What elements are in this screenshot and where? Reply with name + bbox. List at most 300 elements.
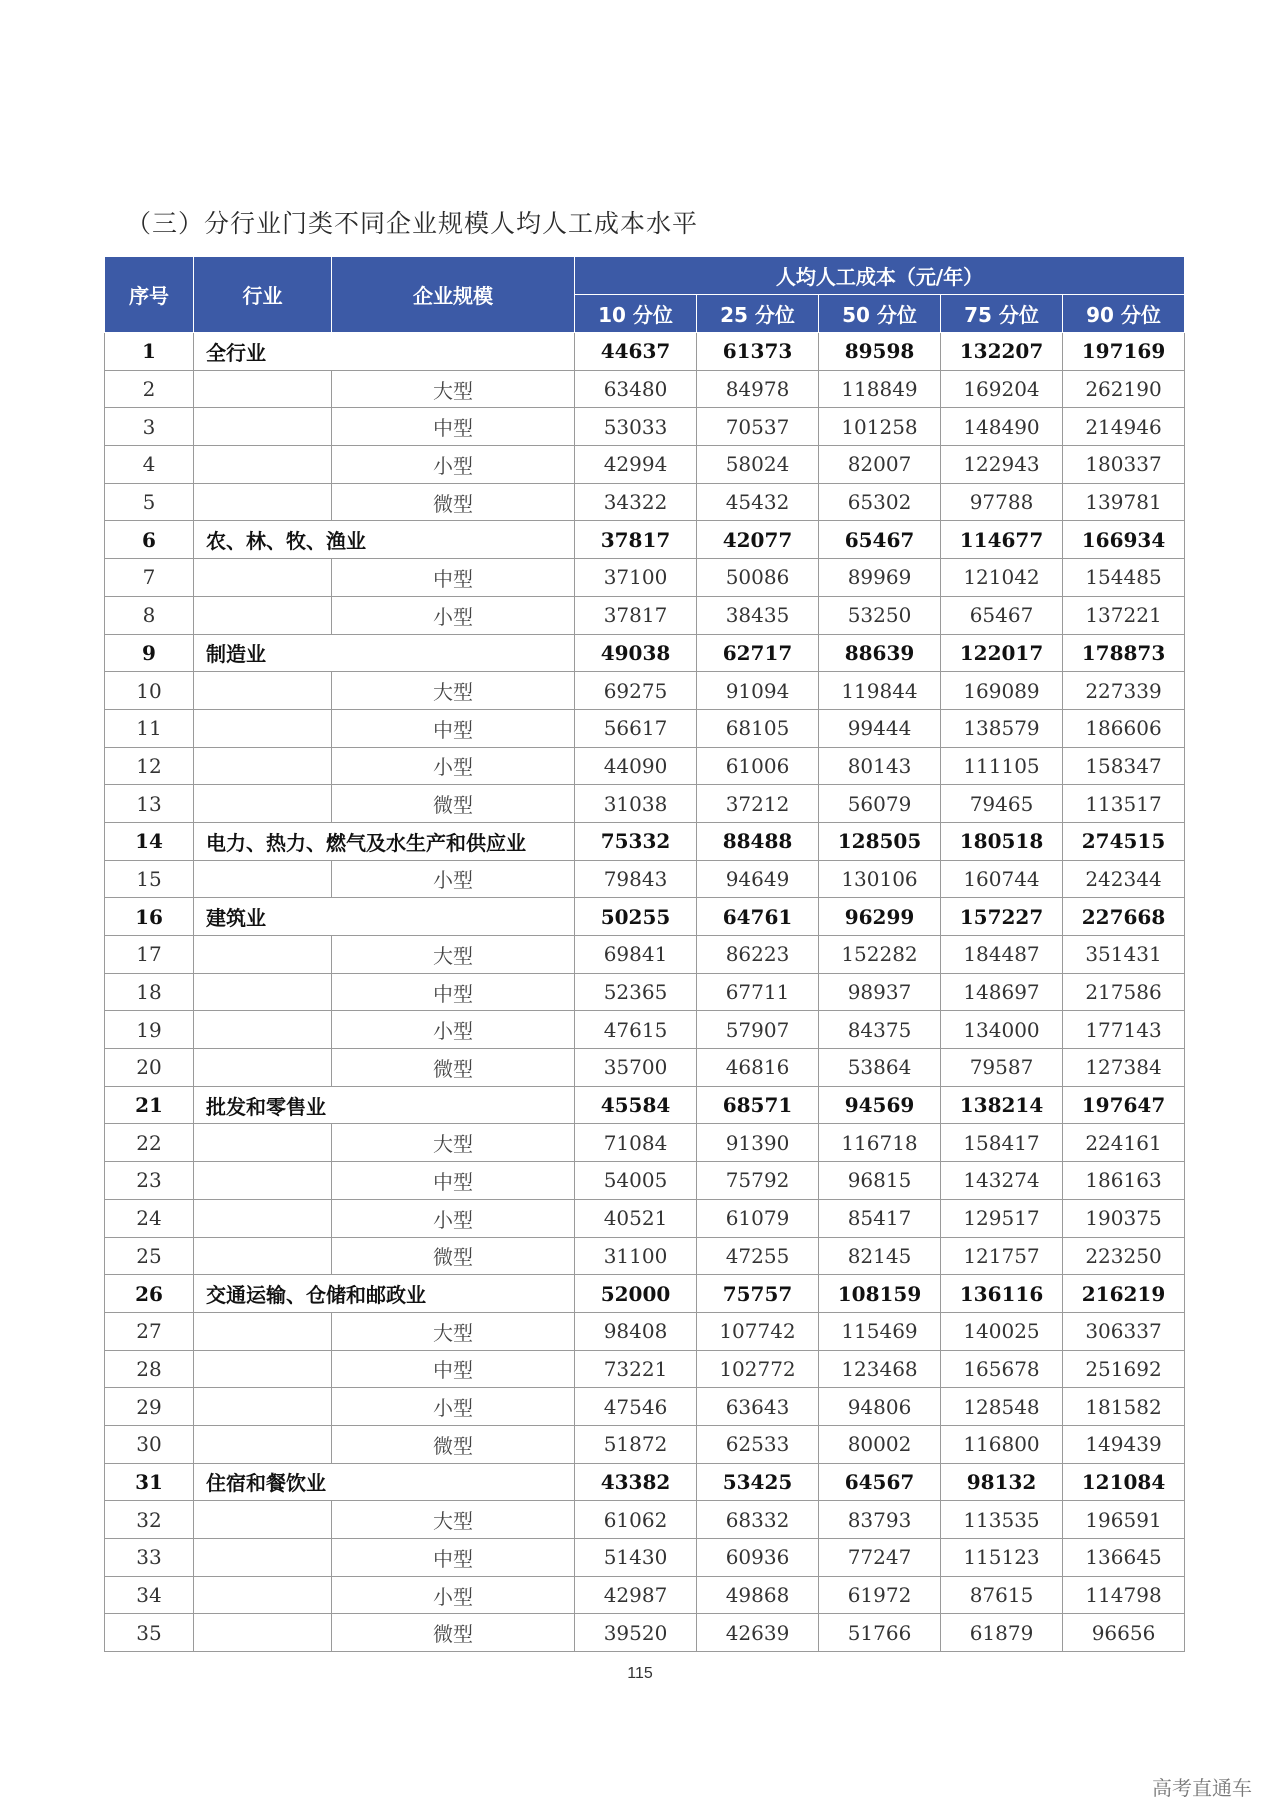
value-p10: 42987 — [575, 1576, 697, 1614]
industry-name: 建筑业 — [194, 898, 575, 936]
value-p25: 62533 — [697, 1425, 819, 1463]
enterprise-size: 中型 — [332, 973, 575, 1011]
value-p10: 56617 — [575, 709, 697, 747]
value-p90: 113517 — [1063, 785, 1185, 823]
value-p75: 169089 — [941, 672, 1063, 710]
value-p10: 44090 — [575, 747, 697, 785]
row-number: 28 — [105, 1350, 194, 1388]
table-row — [105, 1350, 1185, 1388]
value-p75: 148697 — [941, 973, 1063, 1011]
value-p25: 67711 — [697, 973, 819, 1011]
industry-cell — [194, 596, 332, 634]
value-p75: 165678 — [941, 1350, 1063, 1388]
row-number: 17 — [105, 936, 194, 974]
enterprise-size: 小型 — [332, 1199, 575, 1237]
enterprise-size: 大型 — [332, 936, 575, 974]
header-p25: 25 分位 — [697, 295, 819, 333]
industry-cell — [194, 1312, 332, 1350]
table-row — [105, 596, 1185, 634]
value-p90: 177143 — [1063, 1011, 1185, 1049]
value-p75: 121042 — [941, 559, 1063, 597]
value-p90: 178873 — [1063, 634, 1185, 672]
table-row — [105, 1275, 1185, 1313]
industry-cell — [194, 1199, 332, 1237]
value-p75: 116800 — [941, 1425, 1063, 1463]
value-p75: 111105 — [941, 747, 1063, 785]
row-number: 24 — [105, 1199, 194, 1237]
table-row — [105, 1576, 1185, 1614]
header-p90: 90 分位 — [1063, 295, 1185, 333]
enterprise-size: 微型 — [332, 1425, 575, 1463]
value-p50: 53864 — [819, 1049, 941, 1087]
value-p75: 65467 — [941, 596, 1063, 634]
value-p10: 42994 — [575, 446, 697, 484]
row-number: 7 — [105, 559, 194, 597]
value-p75: 114677 — [941, 521, 1063, 559]
value-p25: 84978 — [697, 370, 819, 408]
table-row — [105, 1425, 1185, 1463]
value-p50: 80002 — [819, 1425, 941, 1463]
industry-cell — [194, 1501, 332, 1539]
value-p75: 138579 — [941, 709, 1063, 747]
table-row — [105, 822, 1185, 860]
row-number: 30 — [105, 1425, 194, 1463]
value-p90: 181582 — [1063, 1388, 1185, 1426]
value-p10: 40521 — [575, 1199, 697, 1237]
value-p75: 121757 — [941, 1237, 1063, 1275]
row-number: 29 — [105, 1388, 194, 1426]
industry-cell — [194, 483, 332, 521]
value-p10: 51872 — [575, 1425, 697, 1463]
value-p75: 138214 — [941, 1086, 1063, 1124]
value-p75: 157227 — [941, 898, 1063, 936]
industry-cell — [194, 1539, 332, 1577]
value-p75: 132207 — [941, 333, 1063, 371]
table-row — [105, 973, 1185, 1011]
value-p75: 87615 — [941, 1576, 1063, 1614]
value-p75: 148490 — [941, 408, 1063, 446]
table-row — [105, 1539, 1185, 1577]
value-p90: 274515 — [1063, 822, 1185, 860]
enterprise-size: 小型 — [332, 860, 575, 898]
value-p75: 122017 — [941, 634, 1063, 672]
value-p90: 306337 — [1063, 1312, 1185, 1350]
value-p75: 143274 — [941, 1162, 1063, 1200]
value-p50: 128505 — [819, 822, 941, 860]
value-p25: 57907 — [697, 1011, 819, 1049]
page-number: 115 — [627, 1665, 653, 1682]
value-p50: 65302 — [819, 483, 941, 521]
value-p25: 49868 — [697, 1576, 819, 1614]
enterprise-size: 中型 — [332, 709, 575, 747]
value-p10: 31100 — [575, 1237, 697, 1275]
value-p90: 139781 — [1063, 483, 1185, 521]
value-p50: 84375 — [819, 1011, 941, 1049]
value-p10: 37100 — [575, 559, 697, 597]
row-number: 18 — [105, 973, 194, 1011]
value-p25: 58024 — [697, 446, 819, 484]
row-number: 19 — [105, 1011, 194, 1049]
enterprise-size: 大型 — [332, 1312, 575, 1350]
industry-name: 交通运输、仓储和邮政业 — [194, 1275, 575, 1313]
value-p10: 61062 — [575, 1501, 697, 1539]
industry-name: 制造业 — [194, 634, 575, 672]
industry-cell — [194, 860, 332, 898]
table-row — [105, 1124, 1185, 1162]
value-p10: 37817 — [575, 596, 697, 634]
industry-cell — [194, 1011, 332, 1049]
value-p50: 98937 — [819, 973, 941, 1011]
row-number: 23 — [105, 1162, 194, 1200]
value-p10: 49038 — [575, 634, 697, 672]
row-number: 25 — [105, 1237, 194, 1275]
table-row — [105, 1086, 1185, 1124]
enterprise-size: 大型 — [332, 370, 575, 408]
value-p10: 43382 — [575, 1463, 697, 1501]
enterprise-size: 中型 — [332, 1539, 575, 1577]
table-row — [105, 898, 1185, 936]
value-p50: 152282 — [819, 936, 941, 974]
value-p90: 186163 — [1063, 1162, 1185, 1200]
value-p90: 217586 — [1063, 973, 1185, 1011]
row-number: 11 — [105, 709, 194, 747]
industry-name: 批发和零售业 — [194, 1086, 575, 1124]
value-p90: 166934 — [1063, 521, 1185, 559]
value-p90: 136645 — [1063, 1539, 1185, 1577]
value-p25: 63643 — [697, 1388, 819, 1426]
value-p50: 89969 — [819, 559, 941, 597]
value-p90: 227668 — [1063, 898, 1185, 936]
value-p50: 123468 — [819, 1350, 941, 1388]
row-number: 31 — [105, 1463, 194, 1501]
table-row — [105, 1162, 1185, 1200]
value-p90: 186606 — [1063, 709, 1185, 747]
value-p10: 63480 — [575, 370, 697, 408]
row-number: 5 — [105, 483, 194, 521]
industry-cell — [194, 936, 332, 974]
row-number: 8 — [105, 596, 194, 634]
value-p50: 96815 — [819, 1162, 941, 1200]
value-p90: 190375 — [1063, 1199, 1185, 1237]
value-p50: 94569 — [819, 1086, 941, 1124]
row-number: 16 — [105, 898, 194, 936]
industry-cell — [194, 1049, 332, 1087]
value-p90: 214946 — [1063, 408, 1185, 446]
table-row — [105, 1388, 1185, 1426]
value-p90: 114798 — [1063, 1576, 1185, 1614]
table-row — [105, 1049, 1185, 1087]
value-p50: 96299 — [819, 898, 941, 936]
value-p25: 61006 — [697, 747, 819, 785]
header-industry: 行业 — [194, 257, 332, 333]
row-number: 26 — [105, 1275, 194, 1313]
row-number: 21 — [105, 1086, 194, 1124]
table-row — [105, 634, 1185, 672]
value-p50: 89598 — [819, 333, 941, 371]
row-number: 2 — [105, 370, 194, 408]
row-number: 12 — [105, 747, 194, 785]
value-p50: 101258 — [819, 408, 941, 446]
table-row — [105, 936, 1185, 974]
value-p25: 62717 — [697, 634, 819, 672]
row-number: 13 — [105, 785, 194, 823]
industry-name: 住宿和餐饮业 — [194, 1463, 575, 1501]
value-p10: 69275 — [575, 672, 697, 710]
enterprise-size: 大型 — [332, 1501, 575, 1539]
table-row — [105, 1614, 1185, 1652]
industry-name: 电力、热力、燃气及水生产和供应业 — [194, 822, 575, 860]
value-p25: 75792 — [697, 1162, 819, 1200]
row-number: 33 — [105, 1539, 194, 1577]
industry-cell — [194, 672, 332, 710]
row-number: 3 — [105, 408, 194, 446]
value-p75: 180518 — [941, 822, 1063, 860]
value-p50: 82145 — [819, 1237, 941, 1275]
enterprise-size: 中型 — [332, 559, 575, 597]
industry-cell — [194, 709, 332, 747]
enterprise-size: 中型 — [332, 1162, 575, 1200]
value-p25: 47255 — [697, 1237, 819, 1275]
table-row — [105, 446, 1185, 484]
row-number: 32 — [105, 1501, 194, 1539]
row-number: 1 — [105, 333, 194, 371]
value-p75: 129517 — [941, 1199, 1063, 1237]
value-p75: 61879 — [941, 1614, 1063, 1652]
table-row — [105, 1237, 1185, 1275]
value-p10: 44637 — [575, 333, 697, 371]
value-p90: 127384 — [1063, 1049, 1185, 1087]
value-p25: 61373 — [697, 333, 819, 371]
table-row — [105, 1501, 1185, 1539]
value-p75: 169204 — [941, 370, 1063, 408]
enterprise-size: 大型 — [332, 672, 575, 710]
section-title: （三）分行业门类不同企业规模人均人工成本水平 — [126, 209, 699, 238]
value-p75: 113535 — [941, 1501, 1063, 1539]
value-p50: 51766 — [819, 1614, 941, 1652]
watermark: 高考直通车 — [1152, 1776, 1252, 1800]
value-p90: 262190 — [1063, 370, 1185, 408]
value-p50: 130106 — [819, 860, 941, 898]
value-p25: 91094 — [697, 672, 819, 710]
value-p75: 115123 — [941, 1539, 1063, 1577]
value-p25: 68571 — [697, 1086, 819, 1124]
value-p25: 102772 — [697, 1350, 819, 1388]
value-p90: 121084 — [1063, 1463, 1185, 1501]
table-row — [105, 860, 1185, 898]
industry-cell — [194, 1350, 332, 1388]
enterprise-size: 小型 — [332, 1388, 575, 1426]
value-p75: 79587 — [941, 1049, 1063, 1087]
enterprise-size: 微型 — [332, 1237, 575, 1275]
value-p25: 94649 — [697, 860, 819, 898]
row-number: 9 — [105, 634, 194, 672]
enterprise-size: 大型 — [332, 1124, 575, 1162]
value-p25: 45432 — [697, 483, 819, 521]
table-row — [105, 1199, 1185, 1237]
value-p90: 224161 — [1063, 1124, 1185, 1162]
value-p25: 53425 — [697, 1463, 819, 1501]
header-labor-cost-group: 人均人工成本（元/年） — [575, 257, 1185, 295]
row-number: 10 — [105, 672, 194, 710]
table-row — [105, 1463, 1185, 1501]
enterprise-size: 小型 — [332, 747, 575, 785]
value-p10: 45584 — [575, 1086, 697, 1124]
table-row — [105, 333, 1185, 371]
value-p25: 68105 — [697, 709, 819, 747]
value-p90: 216219 — [1063, 1275, 1185, 1313]
industry-cell — [194, 973, 332, 1011]
value-p10: 54005 — [575, 1162, 697, 1200]
industry-name: 全行业 — [194, 333, 575, 371]
value-p10: 79843 — [575, 860, 697, 898]
value-p50: 99444 — [819, 709, 941, 747]
value-p50: 82007 — [819, 446, 941, 484]
row-number: 15 — [105, 860, 194, 898]
value-p50: 83793 — [819, 1501, 941, 1539]
row-number: 6 — [105, 521, 194, 559]
table-row — [105, 747, 1185, 785]
enterprise-size: 小型 — [332, 1576, 575, 1614]
table-body — [105, 333, 1185, 1652]
value-p10: 31038 — [575, 785, 697, 823]
value-p10: 47546 — [575, 1388, 697, 1426]
value-p50: 61972 — [819, 1576, 941, 1614]
enterprise-size: 小型 — [332, 1011, 575, 1049]
value-p25: 37212 — [697, 785, 819, 823]
industry-cell — [194, 559, 332, 597]
row-number: 35 — [105, 1614, 194, 1652]
value-p10: 50255 — [575, 898, 697, 936]
industry-cell — [194, 1388, 332, 1426]
enterprise-size: 微型 — [332, 1049, 575, 1087]
value-p90: 180337 — [1063, 446, 1185, 484]
table-row — [105, 1312, 1185, 1350]
value-p50: 116718 — [819, 1124, 941, 1162]
value-p10: 71084 — [575, 1124, 697, 1162]
table-row — [105, 370, 1185, 408]
industry-cell — [194, 1124, 332, 1162]
header-p50: 50 分位 — [819, 295, 941, 333]
value-p90: 158347 — [1063, 747, 1185, 785]
value-p90: 154485 — [1063, 559, 1185, 597]
industry-cell — [194, 370, 332, 408]
value-p10: 37817 — [575, 521, 697, 559]
value-p25: 86223 — [697, 936, 819, 974]
enterprise-size: 小型 — [332, 596, 575, 634]
value-p10: 35700 — [575, 1049, 697, 1087]
value-p25: 64761 — [697, 898, 819, 936]
industry-cell — [194, 1425, 332, 1463]
table-row — [105, 1011, 1185, 1049]
industry-cell — [194, 747, 332, 785]
value-p25: 70537 — [697, 408, 819, 446]
value-p10: 39520 — [575, 1614, 697, 1652]
value-p50: 80143 — [819, 747, 941, 785]
row-number: 4 — [105, 446, 194, 484]
value-p25: 107742 — [697, 1312, 819, 1350]
value-p90: 149439 — [1063, 1425, 1185, 1463]
row-number: 27 — [105, 1312, 194, 1350]
enterprise-size: 中型 — [332, 1350, 575, 1388]
value-p50: 115469 — [819, 1312, 941, 1350]
value-p75: 134000 — [941, 1011, 1063, 1049]
table-row — [105, 785, 1185, 823]
table-row — [105, 483, 1185, 521]
value-p25: 42077 — [697, 521, 819, 559]
value-p50: 118849 — [819, 370, 941, 408]
table-row — [105, 521, 1185, 559]
table-row — [105, 559, 1185, 597]
value-p50: 85417 — [819, 1199, 941, 1237]
value-p25: 46816 — [697, 1049, 819, 1087]
value-p75: 97788 — [941, 483, 1063, 521]
header-p75: 75 分位 — [941, 295, 1063, 333]
value-p75: 98132 — [941, 1463, 1063, 1501]
industry-cell — [194, 1237, 332, 1275]
value-p25: 88488 — [697, 822, 819, 860]
industry-cell — [194, 1576, 332, 1614]
value-p90: 96656 — [1063, 1614, 1185, 1652]
value-p25: 38435 — [697, 596, 819, 634]
value-p50: 56079 — [819, 785, 941, 823]
industry-cell — [194, 446, 332, 484]
enterprise-size: 微型 — [332, 785, 575, 823]
enterprise-size: 中型 — [332, 408, 575, 446]
value-p75: 79465 — [941, 785, 1063, 823]
enterprise-size: 微型 — [332, 483, 575, 521]
value-p50: 64567 — [819, 1463, 941, 1501]
value-p90: 351431 — [1063, 936, 1185, 974]
row-number: 14 — [105, 822, 194, 860]
value-p10: 47615 — [575, 1011, 697, 1049]
industry-cell — [194, 1162, 332, 1200]
value-p50: 94806 — [819, 1388, 941, 1426]
value-p10: 75332 — [575, 822, 697, 860]
value-p75: 122943 — [941, 446, 1063, 484]
value-p90: 251692 — [1063, 1350, 1185, 1388]
industry-name: 农、林、牧、渔业 — [194, 521, 575, 559]
value-p75: 136116 — [941, 1275, 1063, 1313]
value-p75: 184487 — [941, 936, 1063, 974]
value-p25: 60936 — [697, 1539, 819, 1577]
value-p10: 52365 — [575, 973, 697, 1011]
value-p50: 119844 — [819, 672, 941, 710]
header-seq: 序号 — [105, 257, 194, 333]
value-p10: 52000 — [575, 1275, 697, 1313]
table-row — [105, 709, 1185, 747]
industry-cell — [194, 1614, 332, 1652]
value-p90: 242344 — [1063, 860, 1185, 898]
value-p90: 227339 — [1063, 672, 1185, 710]
value-p10: 51430 — [575, 1539, 697, 1577]
row-number: 22 — [105, 1124, 194, 1162]
value-p10: 98408 — [575, 1312, 697, 1350]
value-p90: 196591 — [1063, 1501, 1185, 1539]
value-p75: 140025 — [941, 1312, 1063, 1350]
industry-cell — [194, 408, 332, 446]
value-p10: 53033 — [575, 408, 697, 446]
value-p25: 68332 — [697, 1501, 819, 1539]
value-p50: 77247 — [819, 1539, 941, 1577]
value-p90: 223250 — [1063, 1237, 1185, 1275]
enterprise-size: 小型 — [332, 446, 575, 484]
value-p75: 128548 — [941, 1388, 1063, 1426]
value-p90: 137221 — [1063, 596, 1185, 634]
value-p25: 50086 — [697, 559, 819, 597]
value-p75: 160744 — [941, 860, 1063, 898]
row-number: 34 — [105, 1576, 194, 1614]
value-p90: 197647 — [1063, 1086, 1185, 1124]
